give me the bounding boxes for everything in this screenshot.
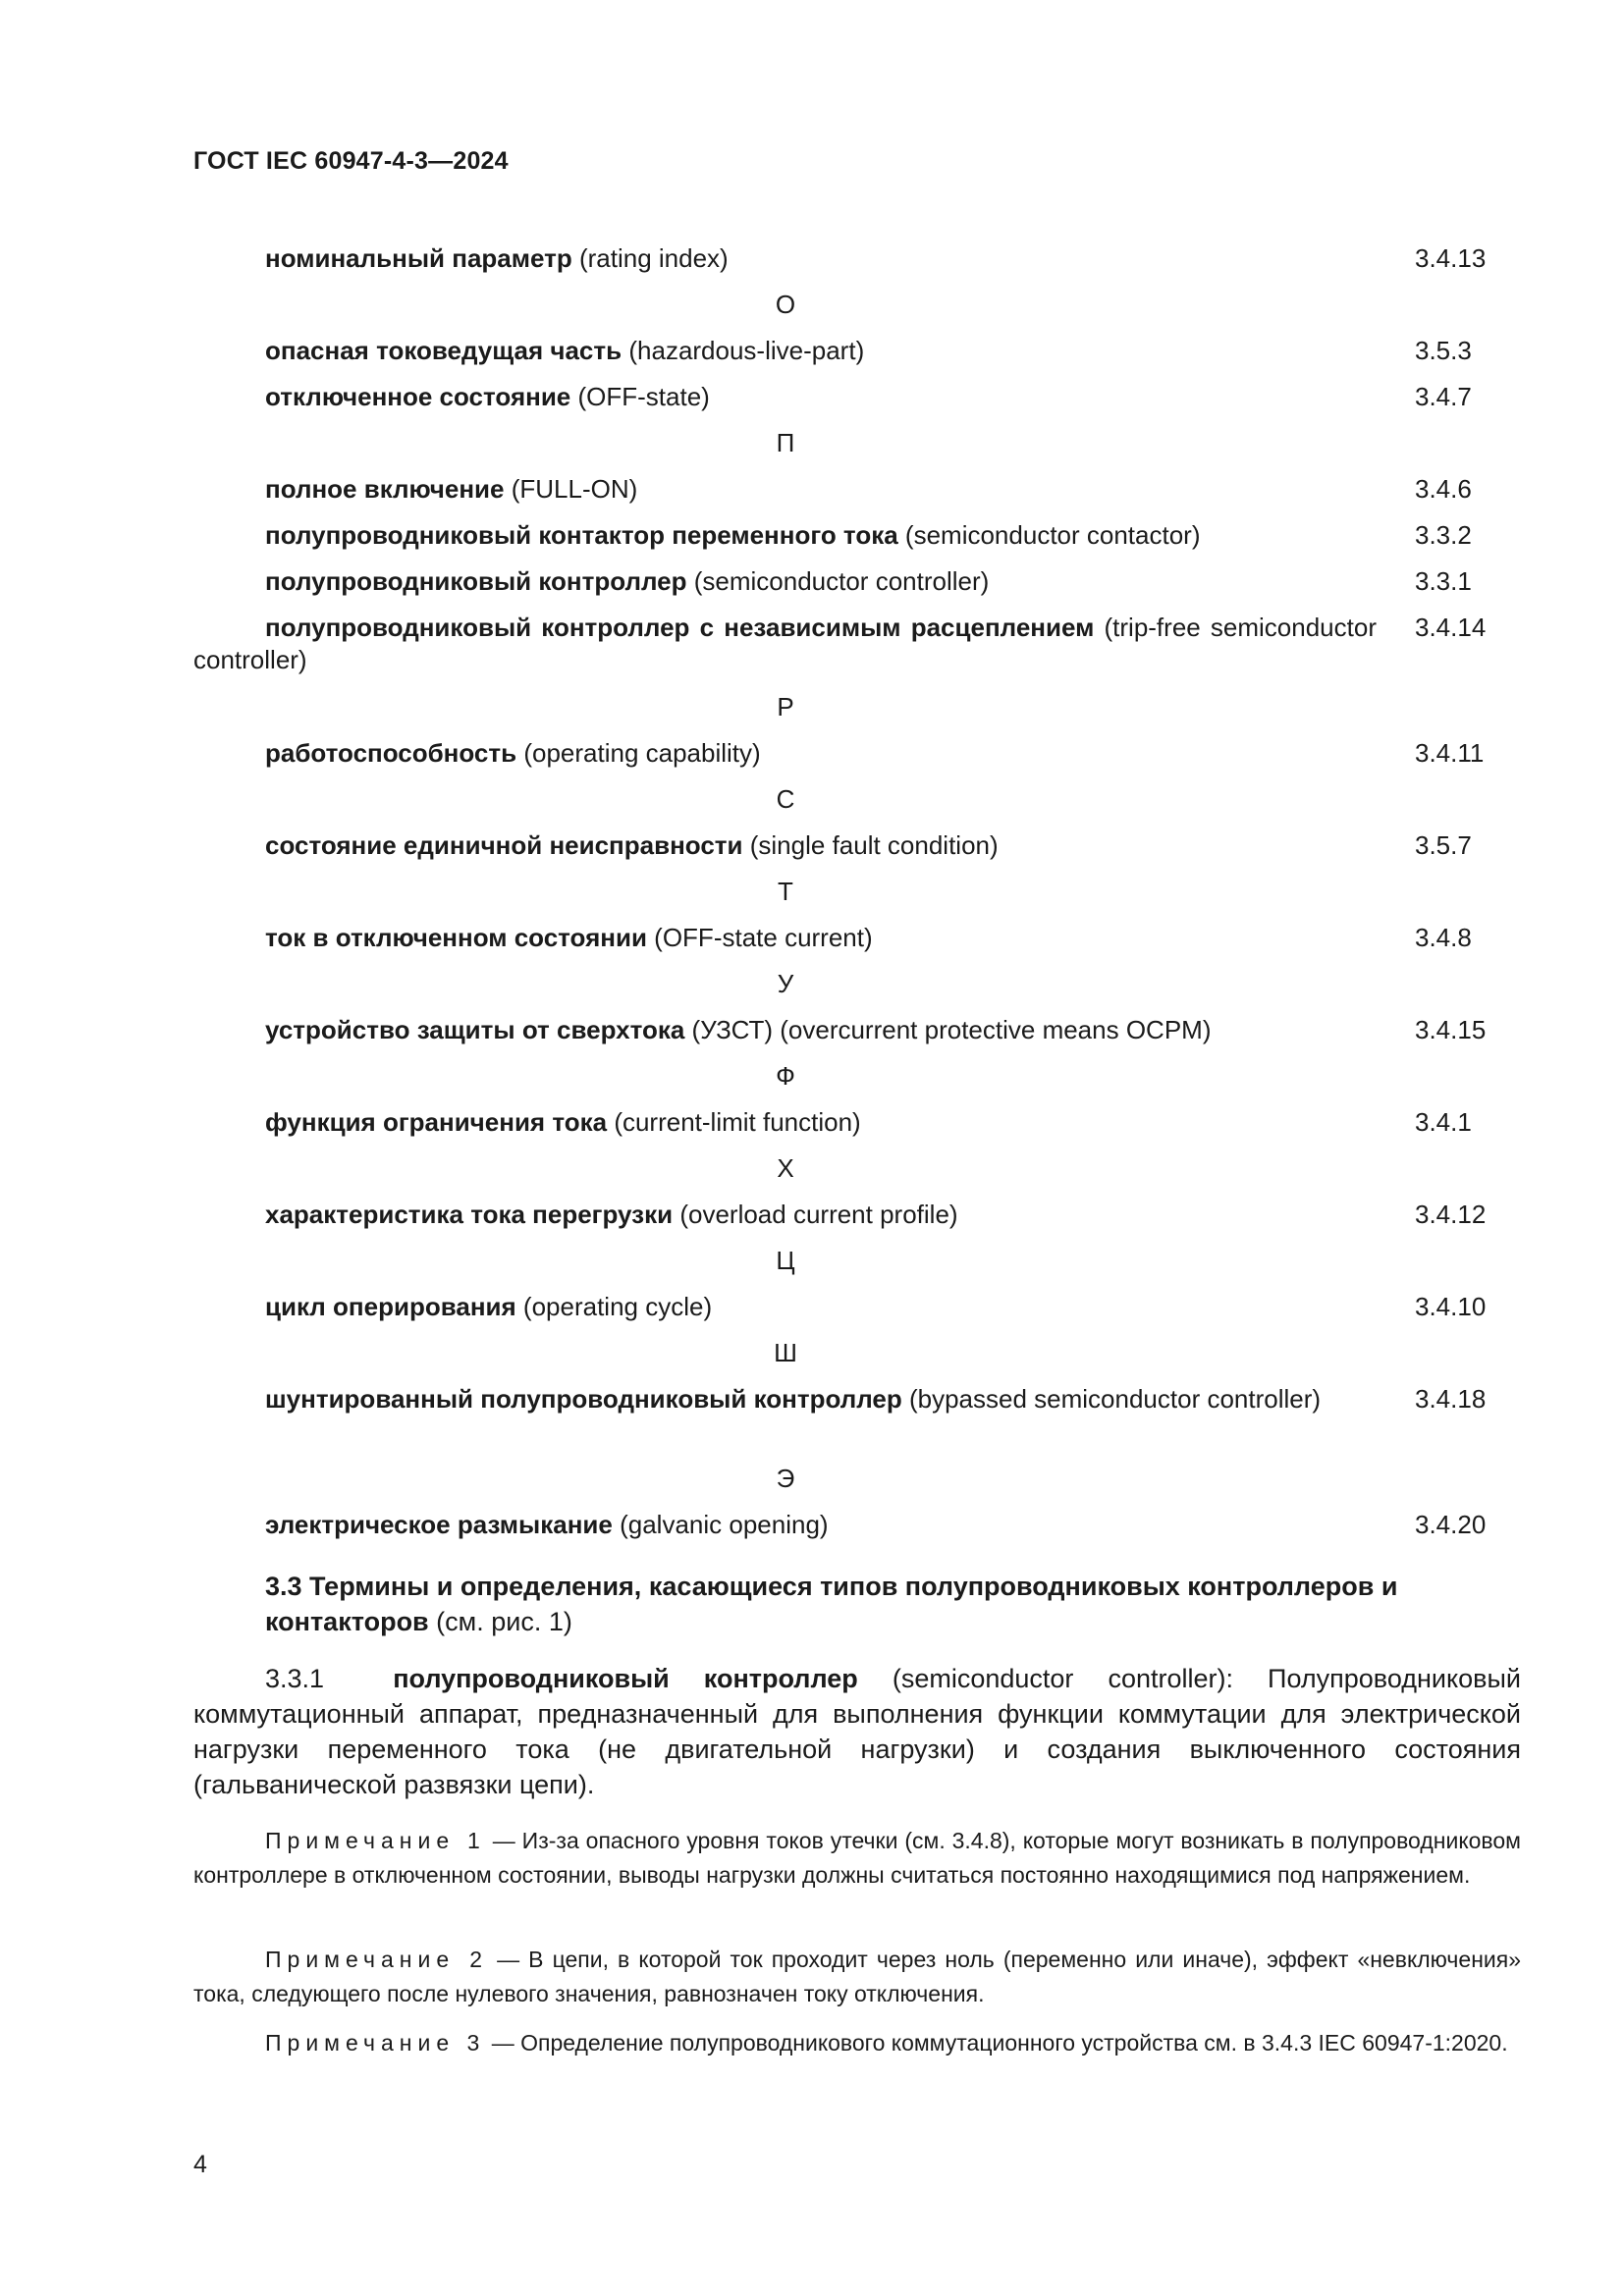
index-letter: Т (778, 877, 793, 906)
term-ref: 3.4.20 (1415, 1510, 1487, 1539)
index-entry (193, 1291, 1521, 1323)
index-entry (193, 1383, 1521, 1415)
term-ref: 3.4.8 (1415, 923, 1472, 952)
term-en: (operating cycle) (522, 1292, 713, 1321)
index-entry (193, 737, 1521, 770)
term-ref: 3.4.11 (1415, 738, 1485, 768)
term-en: (semiconductor controller) (693, 566, 990, 596)
note-text: — Определение полупроводникового коммутационного устройства см. в 3.4.3 IEC 60947-1:2020. (491, 2030, 1508, 2056)
index-entry (193, 612, 1521, 676)
index-entry (193, 242, 1521, 275)
definition-number: 3.3.1 (265, 1664, 325, 1693)
definition-text: (semiconductor controller): Полупроводниковый коммутационный аппарат, предназначенный для выполнения функции коммутации для электрической нагрузки переменного тока (не двигательной нагрузки) и создания выключенного состояния (гальванической развязки цепи). (193, 1664, 1521, 1799)
term-en: (FULL-ON) (511, 474, 638, 504)
definition-3-3-1 (193, 1661, 1521, 1802)
page-number: 4 (193, 2151, 207, 2178)
section-heading (265, 1569, 1492, 1639)
term-ref: 3.4.14 (1415, 613, 1487, 642)
note-label: Примечание 1 (265, 1828, 486, 1853)
term-ru: характеристика тока перегрузки (265, 1200, 674, 1229)
term-ref: 3.5.7 (1415, 830, 1472, 860)
document-header: ГОСТ IEC 60947-4-3—2024 (193, 147, 509, 175)
term-ref: 3.4.18 (1415, 1384, 1487, 1414)
index-letter: С (776, 784, 795, 814)
term-ru: полупроводниковый контроллер с независимым расцеплением (265, 613, 1095, 642)
term-en: (OFF-state) (577, 382, 710, 411)
note-label: Примечание 3 (265, 2030, 486, 2056)
term-ref: 3.4.1 (1415, 1107, 1472, 1137)
term-ref: 3.5.3 (1415, 336, 1472, 365)
index-entry (193, 519, 1521, 552)
term-ref: 3.4.13 (1415, 243, 1487, 273)
term-ref: 3.3.1 (1415, 566, 1472, 596)
note-label: Примечание 2 (265, 1947, 488, 1972)
term-ru: цикл оперирования (265, 1292, 516, 1321)
index-letter: Э (776, 1464, 795, 1493)
index-entry (193, 473, 1521, 506)
note-2 (193, 1943, 1521, 2011)
term-ru: номинальный параметр (265, 243, 572, 273)
term-ru: работоспособность (265, 738, 517, 768)
term-en: (УЗСТ) (overcurrent protective means OCPM) (691, 1015, 1212, 1044)
section-heading-title: 3.3 Термины и определения, касающиеся типов полупроводниковых контроллеров и контакторов (265, 1572, 1398, 1636)
definition-term: полупроводниковый контроллер (393, 1664, 858, 1693)
term-ru: устройство защиты от сверхтока (265, 1015, 685, 1044)
index-entry (193, 381, 1521, 413)
term-en: (hazardous-live-part) (628, 336, 865, 365)
index-letter: Ц (776, 1246, 795, 1275)
index-letter: Ф (776, 1061, 795, 1091)
term-en: (rating index) (578, 243, 729, 273)
term-en: (operating capability) (523, 738, 761, 768)
term-ref: 3.4.15 (1415, 1015, 1487, 1044)
index-entry (193, 1199, 1521, 1231)
term-ru: отключенное состояние (265, 382, 571, 411)
term-en: (OFF-state current) (654, 923, 873, 952)
term-ru: электрическое размыкание (265, 1510, 613, 1539)
term-ref: 3.4.7 (1415, 382, 1472, 411)
term-ref: 3.3.2 (1415, 520, 1472, 550)
index-entry (193, 335, 1521, 367)
section-heading-ref: (см. рис. 1) (436, 1607, 572, 1636)
term-en: (single fault condition) (749, 830, 999, 860)
index-letter: Ш (774, 1338, 797, 1367)
index-entry (193, 1014, 1521, 1046)
term-ru: ток в отключенном состоянии (265, 923, 647, 952)
term-en: (semiconductor contactor) (904, 520, 1201, 550)
term-en: (bypassed semiconductor controller) (908, 1384, 1322, 1414)
index-letter: О (775, 290, 796, 319)
index-letter: П (776, 428, 795, 457)
note-text: — Из-за опасного уровня токов утечки (см. 3.4.8), которые могут возникать в полупроводниковом контроллере в отключенном состоянии, выводы нагрузки должны считаться постоянно находящимися под напряжением. (193, 1828, 1521, 1888)
term-ref: 3.4.10 (1415, 1292, 1487, 1321)
term-ru: функция ограничения тока (265, 1107, 608, 1137)
term-ru: полупроводниковый контактор переменного тока (265, 520, 898, 550)
term-ref: 3.4.6 (1415, 474, 1472, 504)
term-ru: полупроводниковый контроллер (265, 566, 687, 596)
index-entry (193, 829, 1521, 862)
term-ru: состояние единичной неисправности (265, 830, 743, 860)
term-en: (overload current profile) (679, 1200, 958, 1229)
index-entry (193, 1106, 1521, 1139)
term-ru: шунтированный полупроводниковый контроллер (265, 1384, 902, 1414)
note-text: — В цепи, в которой ток проходит через ноль (переменно или иначе), эффект «невключения» тока, следующего после нулевого значения, равнозначен току отключения. (193, 1947, 1522, 2006)
term-en: (trip-free semiconductor controller) (193, 613, 1377, 674)
index-letter: У (777, 969, 794, 998)
index-letter: Р (777, 692, 794, 721)
index-entry (193, 1509, 1521, 1541)
term-ru: опасная токоведущая часть (265, 336, 623, 365)
term-ref: 3.4.12 (1415, 1200, 1487, 1229)
note-3 (193, 2026, 1521, 2060)
index-entry (193, 922, 1521, 954)
term-en: (current-limit function) (614, 1107, 861, 1137)
term-en: (galvanic opening) (620, 1510, 829, 1539)
index-letter: Х (777, 1153, 794, 1183)
term-ru: полное включение (265, 474, 505, 504)
index-entry (193, 565, 1521, 598)
note-1 (193, 1824, 1521, 1893)
